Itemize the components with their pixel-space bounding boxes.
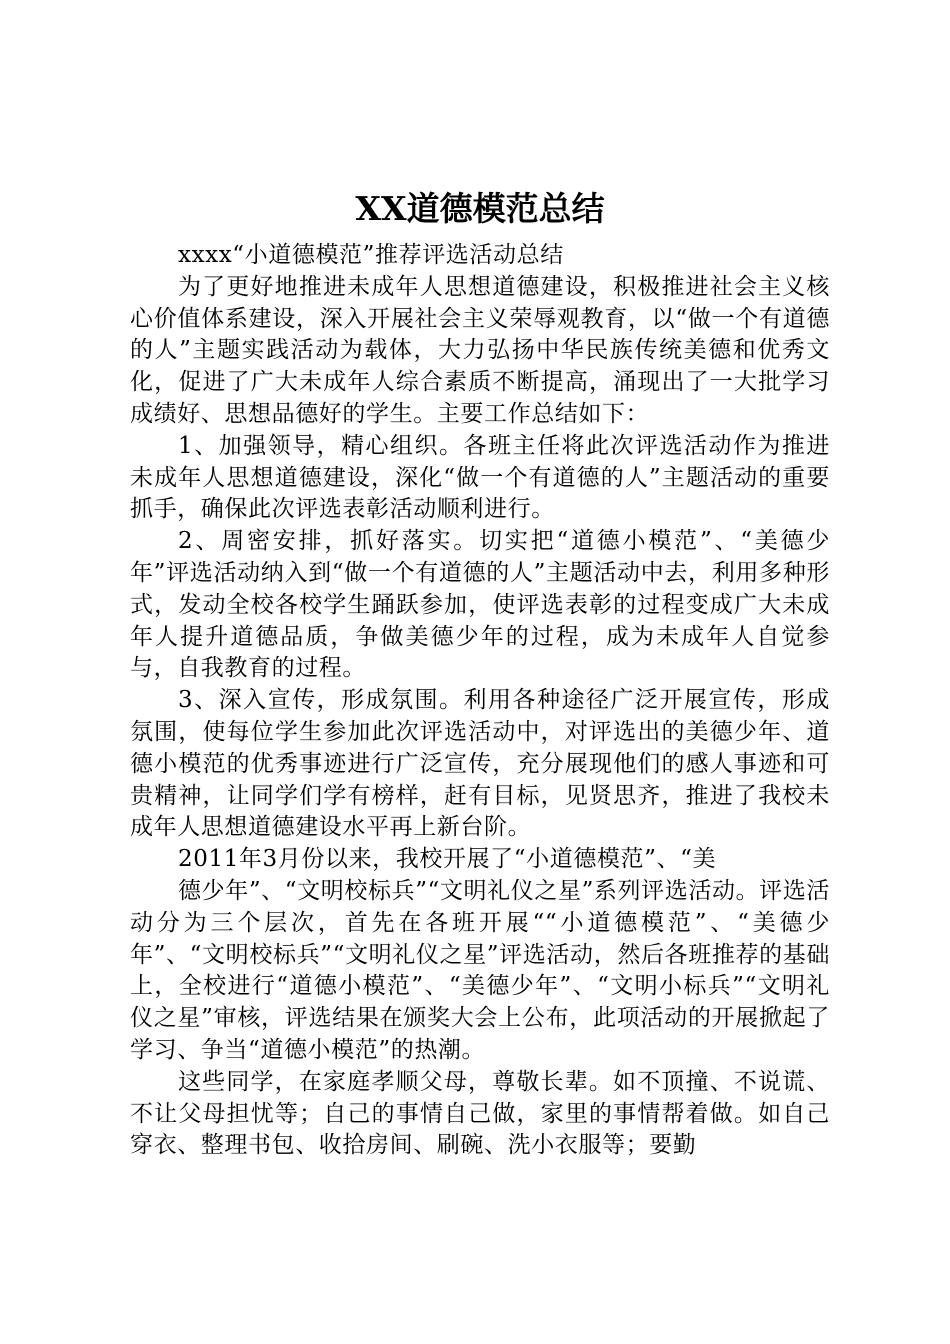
paragraph-2011-continued: 德少年”、“文明校标兵”“文明礼仪之星”系列评选活动。评选活动分为三个层次，首先在各班开展““小道德模范”、“美德少年”、“文明校标兵”“文明礼仪之星”评选活动，然后各班推荐的基础上，全校进行“道德小模范”、“美德少年”、“文明小标兵”“文明礼仪之星”审核，评选结果在颁奖大会上公布，此项活动的开展掀起了学习、争当“道德小模范”的热潮。 — [130, 877, 830, 1063]
paragraph-intro: 为了更好地推进未成年人思想道德建设，积极推进社会主义核心价值体系建设，深入开展社会主义荣辱观教育，以“做一个有道德的人”主题实践活动为载体，大力弘扬中华民族传统美德和优秀文化，促进了广大未成年人综合素质不断提高，涌现出了一大批学习成绩好、思想品德好的学生。主要工作总结如下： — [130, 273, 830, 427]
paragraph-point-1: 1、加强领导，精心组织。各班主任将此次评选活动作为推进未成年人思想道德建设，深化“做一个有道德的人”主题活动的重要抓手，确保此次评选表彰活动顺利进行。 — [130, 432, 830, 523]
paragraph-2011-start: 2011年3月份以来，我校开展了“小道德模范”、“美 — [178, 846, 717, 873]
document-subtitle: xxxx“小道德模范”推荐评选活动总结 — [178, 242, 564, 268]
document-title: XX道德模范总结 — [355, 189, 605, 228]
paragraph-point-3: 3、深入宣传，形成氛围。利用各种途径广泛开展宣传，形成氛围，使每位学生参加此次评选活动中，对评选出的美德少年、道德小模范的优秀事迹进行广泛宣传，充分展现他们的感人事迹和可贵精神，让同学们学有榜样，赶有目标，见贤思齐，推进了我校未成年人思想道德建设水平再上新台阶。 — [130, 687, 830, 841]
paragraph-point-2: 2、周密安排，抓好落实。切实把“道德小模范”、“美德少年”评选活动纳入到“做一个有道德的人”主题活动中去，利用多种形式，发动全校各校学生踊跃参加，使评选表彰的过程变成广大未成年人提升道德品质，争做美德少年的过程，成为未成年人自觉参与，自我教育的过程。 — [130, 528, 830, 682]
paragraph-students: 这些同学，在家庭孝顺父母，尊敬长辈。如不顶撞、不说谎、不让父母担忧等；自己的事情自己做，家里的事情帮着做。如自己穿衣、整理书包、收拾房间、刷碗、洗小衣服等；要勤 — [130, 1068, 830, 1159]
document-body — [130, 240, 830, 1162]
